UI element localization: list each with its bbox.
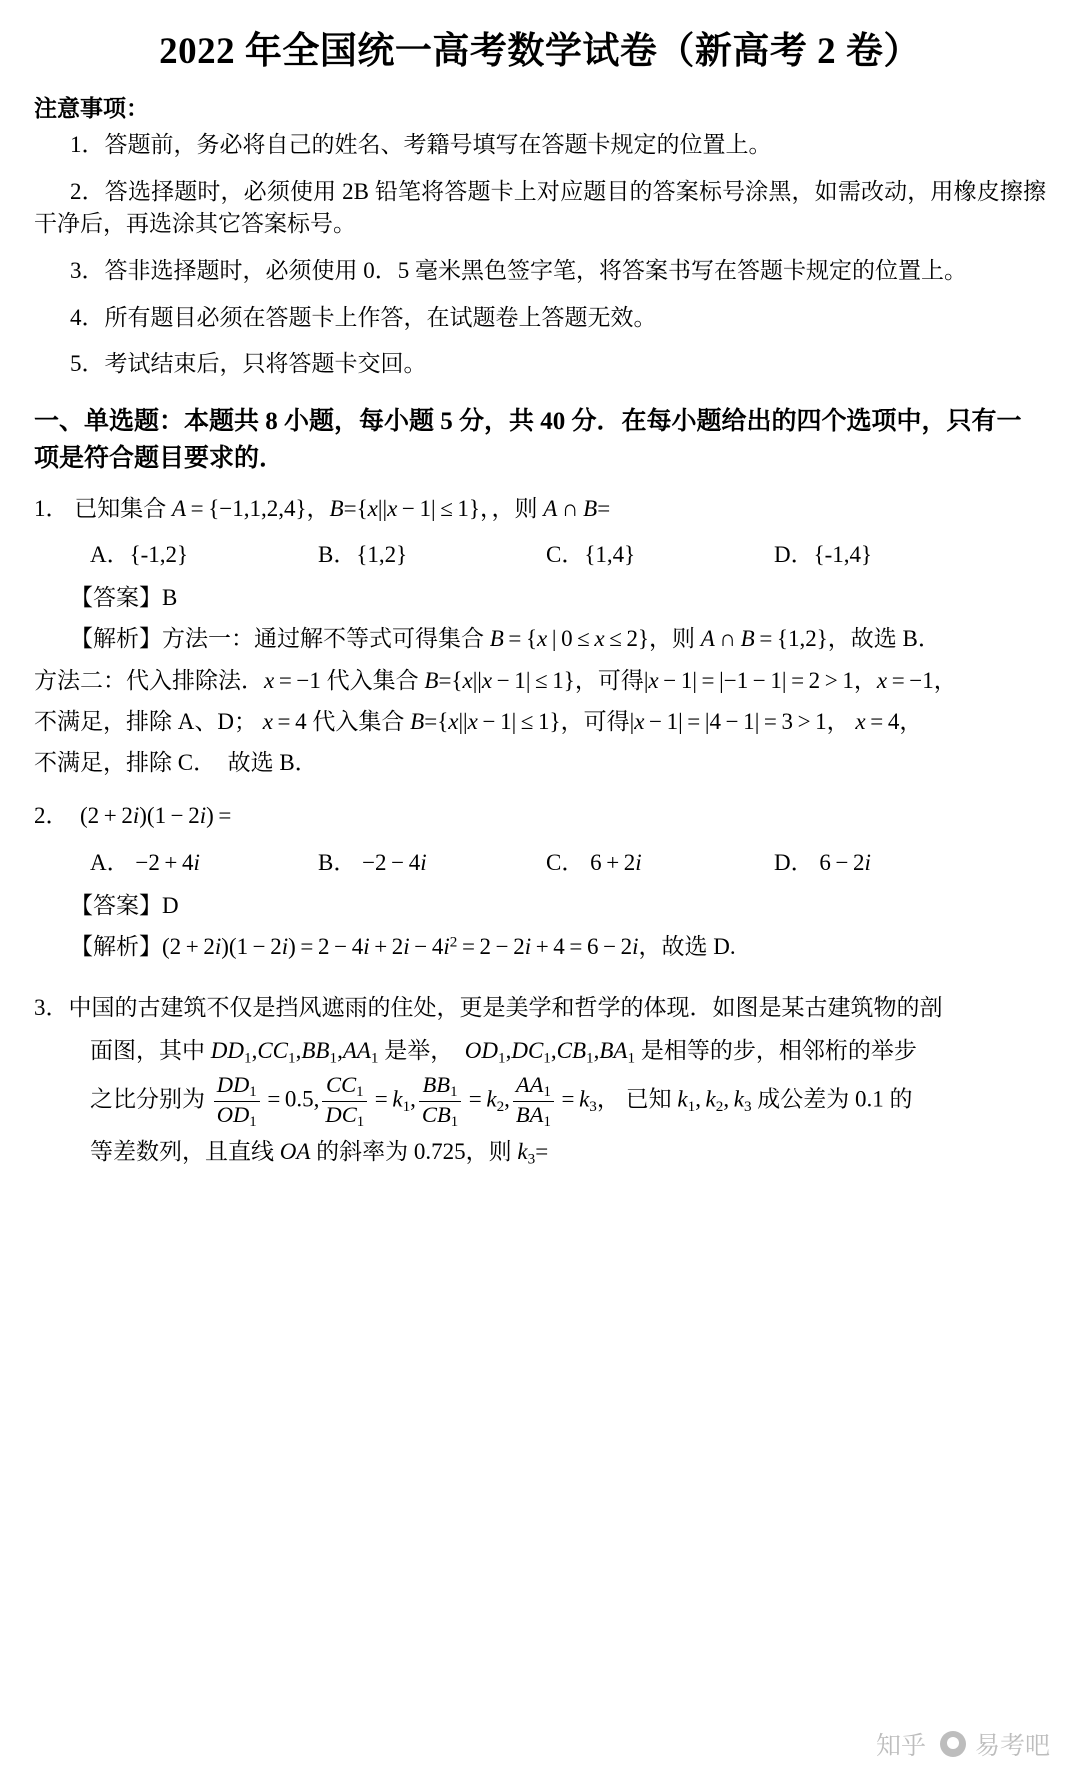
question-1-number: 1．	[34, 495, 69, 521]
fraction-CC1-DC1: $\frac{CC_1}{DC_1}$	[322, 1072, 367, 1131]
question-1-stem	[34, 492, 1046, 527]
page-title: 2022 年全国统一高考数学试卷（新高考 2 卷）	[159, 31, 921, 72]
fraction-BB1-CB1: $\frac{BB_1}{CB_1}$	[419, 1072, 461, 1131]
choice-2-B[interactable]: B． −2 − 4i	[318, 849, 427, 875]
answer-label-1: 【答案】	[70, 585, 162, 611]
question-2-stem	[34, 799, 1046, 834]
question-3-line-1-text: 中国的古建筑不仅是挡风遮雨的住处，更是美学和哲学的体现．如图是某古建筑物的剖	[68, 995, 943, 1021]
question-1-text: 已知集合 A = {−1,1,2,4}，B={x||x − 1| ≤ 1}，，则 A ∩ B=	[74, 495, 611, 521]
answer-value-1: B	[162, 585, 178, 611]
notice-item-4: 4．所有题目必须在答题卡上作答，在试题卷上答题无效。	[70, 304, 657, 330]
analysis-label-1: 【解析】	[70, 626, 162, 652]
question-1-analysis-line-4: 不满足，排除 C． 故选 B．	[34, 750, 318, 776]
notice-item-5: 5．考试结束后，只将答题卡交回。	[70, 351, 427, 377]
question-3-number: 3．	[34, 995, 69, 1021]
question-2-number: 2．	[34, 803, 69, 829]
notice-item-3: 3．答非选择题时，必须使用 0．5 毫米黑色签字笔，将答案书写在答题卡规定的位置上。	[70, 257, 967, 283]
fraction-AA1-BA1: $\frac{AA_1}{BA_1}$	[513, 1072, 554, 1131]
choice-2-D[interactable]: D． 6 − 2i	[774, 849, 871, 875]
question-3-line-2-b: 是举，	[384, 1037, 454, 1063]
answer-label-2: 【答案】	[70, 892, 162, 918]
analysis-label-2: 【解析】	[70, 933, 162, 959]
question-3-line-3-c: 成公差为 0.1 的	[757, 1086, 913, 1112]
watermark-logo-icon	[940, 1731, 966, 1757]
watermark	[876, 1726, 1050, 1762]
question-3-line-3-a: 之比分别为	[90, 1086, 205, 1112]
notice-heading: 注意事项：	[34, 96, 149, 121]
question-1-analysis-line-3: 不满足，排除 A、D； x = 4 代入集合 B={x||x − 1| ≤ 1}，可得|x − 1| = |4 − 1| = 3 > 1， x = 4，	[34, 708, 923, 734]
question-2-choices	[34, 844, 1046, 877]
choice-1-D[interactable]: D．{-1,4}	[774, 542, 873, 568]
answer-value-2: D	[162, 892, 179, 918]
section-heading: 一、单选题：本题共 8 小题，每小题 5 分，共 40 分．在每小题给出的四个选项中，只有一项是符合题目要求的．	[34, 407, 1022, 473]
question-3-line-2-a: 面图，其中	[90, 1037, 205, 1063]
question-3-line-2: 面图，其中 $DD_1,CC_1,BB_1,AA_1$ 是举， $OD_1,DC_1,CB_1,BA_1$ 是相等的步，相邻桁的举步	[90, 1037, 917, 1066]
question-2-analysis: 【解析】$(2 + 2i)(1 - 2i) = 2 - 4i + 2i - 4i^2 = 2 - 2i + 4 = 6 - 2i$，故选 D.	[70, 933, 736, 959]
notice-item-2: 2．答选择题时，必须使用 2B 铅笔将答题卡上对应题目的答案标号涂黑，如需改动，用橡皮擦擦干净后，再选涂其它答案标号。	[34, 178, 1046, 237]
question-1-analysis-line-1: 【解析】方法一：通过解不等式可得集合 B = {x | 0 ≤ x ≤ 2}，则 A ∩ B = {1,2}，故选 B．	[70, 626, 941, 652]
question-3	[34, 987, 1046, 1173]
choice-1-A[interactable]: A．{-1,2}	[90, 542, 189, 568]
question-1-choices	[34, 536, 1046, 569]
fraction-DD1-OD1: $\frac{DD_1}{OD_1}$	[214, 1072, 260, 1131]
choice-2-A[interactable]: A． −2 + 4i	[90, 849, 200, 875]
question-3-line-3: 之比分别为 $\frac{DD_1}{OD_1}$ = 0.5, $\frac{CC_1}{DC_1}$ = $k_1$, $\frac{BB_1}{CB_1}$ = $k_2$, $\frac{AA_1}{BA_1}$ = $k_3$， 已知 $k_1$, $k_2$, $k_3$ 成公差为 0.1 的	[90, 1072, 913, 1131]
choice-2-C[interactable]: C． 6 + 2i	[546, 849, 642, 875]
question-3-line-1	[34, 987, 1046, 1030]
question-3-line-4: 等差数列，且直线 OA 的斜率为 0.725，则 $k_3=$	[90, 1138, 549, 1168]
question-2-text: (2 + 2i)(1 − 2i) =	[80, 803, 232, 829]
choice-1-C[interactable]: C．{1,4}	[546, 542, 636, 568]
choice-1-B[interactable]: B．{1,2}	[318, 542, 408, 568]
question-1-answer	[34, 579, 1046, 612]
watermark-source: 知乎	[875, 1732, 926, 1760]
question-1-analysis-line-2: 方法二：代入排除法．x = −1 代入集合 B={x||x − 1| ≤ 1}，可得|x − 1| = |−1 − 1| = 2 > 1，x = −1，	[34, 667, 957, 693]
watermark-account: 易考吧	[974, 1732, 1050, 1760]
question-3-line-2-c: 是相等的步，相邻桁的举步	[640, 1037, 917, 1063]
question-2-answer	[34, 887, 1046, 920]
notice-item-1: 1．答题前，务必将自己的姓名、考籍号填写在答题卡规定的位置上。	[70, 132, 772, 157]
